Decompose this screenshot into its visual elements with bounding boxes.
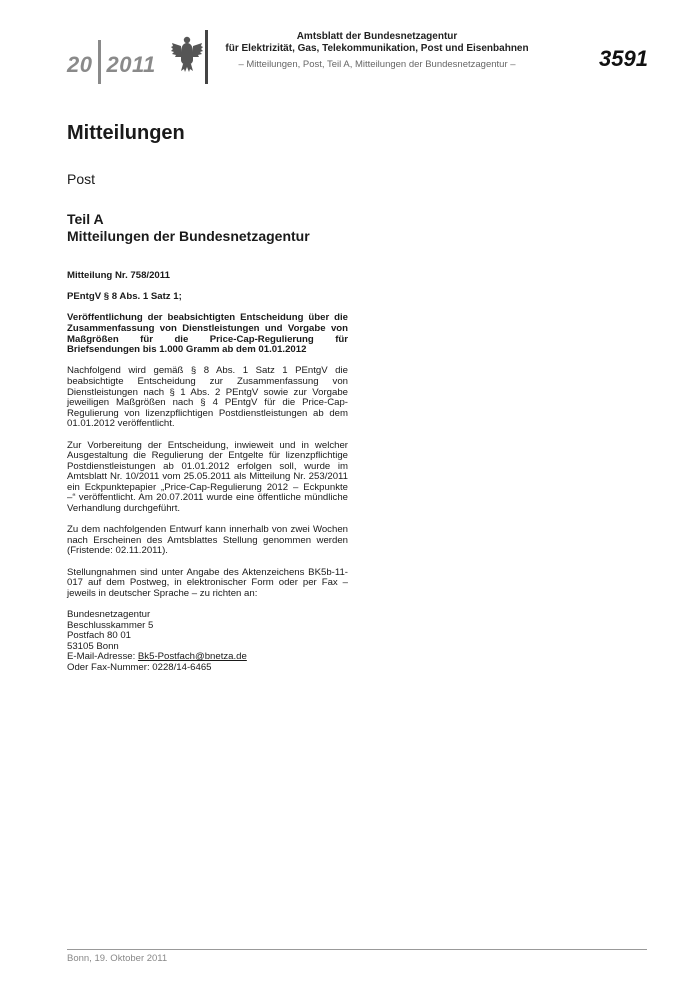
section-category: Post xyxy=(67,171,96,187)
article-number: Mitteilung Nr. 758/2011 xyxy=(67,270,170,281)
page-number: 3591 xyxy=(599,46,648,71)
legal-reference: PEntgV § 8 Abs. 1 Satz 1; xyxy=(67,291,182,303)
issue-number: 20 xyxy=(67,51,93,77)
journal-title xyxy=(212,31,542,54)
address-line-3: Postfach 80 01 xyxy=(67,630,132,642)
paragraph-1: Nachfolgend wird gemäß § 8 Abs. 1 Satz 1 PEntgV die beabsichtigte Entscheidung zur Zusammenfassung von Dienstleistungen nach § 1 Abs. 2 PEntgV sowie zur Vorgabe jeweiligen Maßgrößen nach § 4 PEntgV für die Price-Cap-Regulierung von lizenzpflichtigen Postdienstleistungen ab dem 01.01.2012 veröffentlicht. xyxy=(67,365,348,430)
article-heading: Veröffentlichung der beabsichtigten Entscheidung über die Zusammenfassung von Dienstleistungen und Vorgabe von Maßgrößen für die Price-Cap-Regulierung für Briefsendungen bis 1.000 Gramm ab dem 01.01.2012 xyxy=(67,312,348,356)
journal-title-line2: für Elektrizität, Gas, Telekommunikation, Post und Eisenbahnen xyxy=(225,42,529,54)
address-line-2: Beschlusskammer 5 xyxy=(67,619,154,631)
journal-title-line1: Amtsblatt der Bundesnetzagentur xyxy=(296,31,458,42)
paragraph-4: Stellungnahmen sind unter Angabe des Aktenzeichens BK5b-11-017 auf dem Postweg, in elektronischer Form oder per Fax – jeweils in deutscher Sprache – zu richten an: xyxy=(67,566,348,599)
issue-label xyxy=(67,44,156,88)
footer-divider xyxy=(67,949,647,950)
address-line-4: 53105 Bonn xyxy=(67,640,119,652)
issue-year: 2011 xyxy=(106,51,156,77)
address-line-1: Bundesnetzagentur xyxy=(67,609,151,620)
email-label: E-Mail-Adresse: xyxy=(67,651,138,663)
part-heading-line1: Teil A xyxy=(67,211,104,227)
issue-divider xyxy=(98,40,101,84)
footer-place-date: Bonn, 19. Oktober 2011 xyxy=(67,953,168,964)
paragraph-2: Zur Vorbereitung der Entscheidung, inwieweit und in welcher Ausgestaltung die Regulierung der Entgelte für lizenzpflichtige Postdienstleistungen ab 01.01.2012 erfolgen soll, wurde im Amtsblatt Nr. 10/2011 vom 25.05.2011 als Mitteilung Nr. 253/2011 ein Eckpunktepapier „Price-Cap-Regulierung 2012 – Eckpunkte –“ veröffentlicht. Am 20.07.2011 wurde eine öffentliche mündliche Verhandlung durchgeführt. xyxy=(67,439,348,515)
fax-line: Oder Fax-Nummer: 0228/14-6465 xyxy=(67,661,212,673)
section-title: Mitteilungen xyxy=(67,122,185,144)
article-column xyxy=(67,271,348,684)
address-block xyxy=(67,610,348,674)
part-heading xyxy=(67,211,310,245)
paragraph-3: Zu dem nachfolgenden Entwurf kann innerhalb von zwei Wochen nach Erscheinen des Amtsblattes Stellung genommen werden (Fristende: 02.11.2011). xyxy=(67,524,348,557)
header-divider xyxy=(205,30,208,84)
federal-eagle-icon xyxy=(170,33,204,73)
journal-subtitle: – Mitteilungen, Post, Teil A, Mitteilungen der Bundesnetzagentur – xyxy=(238,59,516,70)
email-link[interactable]: Bk5-Postfach@bnetza.de xyxy=(137,651,247,663)
part-heading-line2: Mitteilungen der Bundesnetzagentur xyxy=(67,228,310,244)
